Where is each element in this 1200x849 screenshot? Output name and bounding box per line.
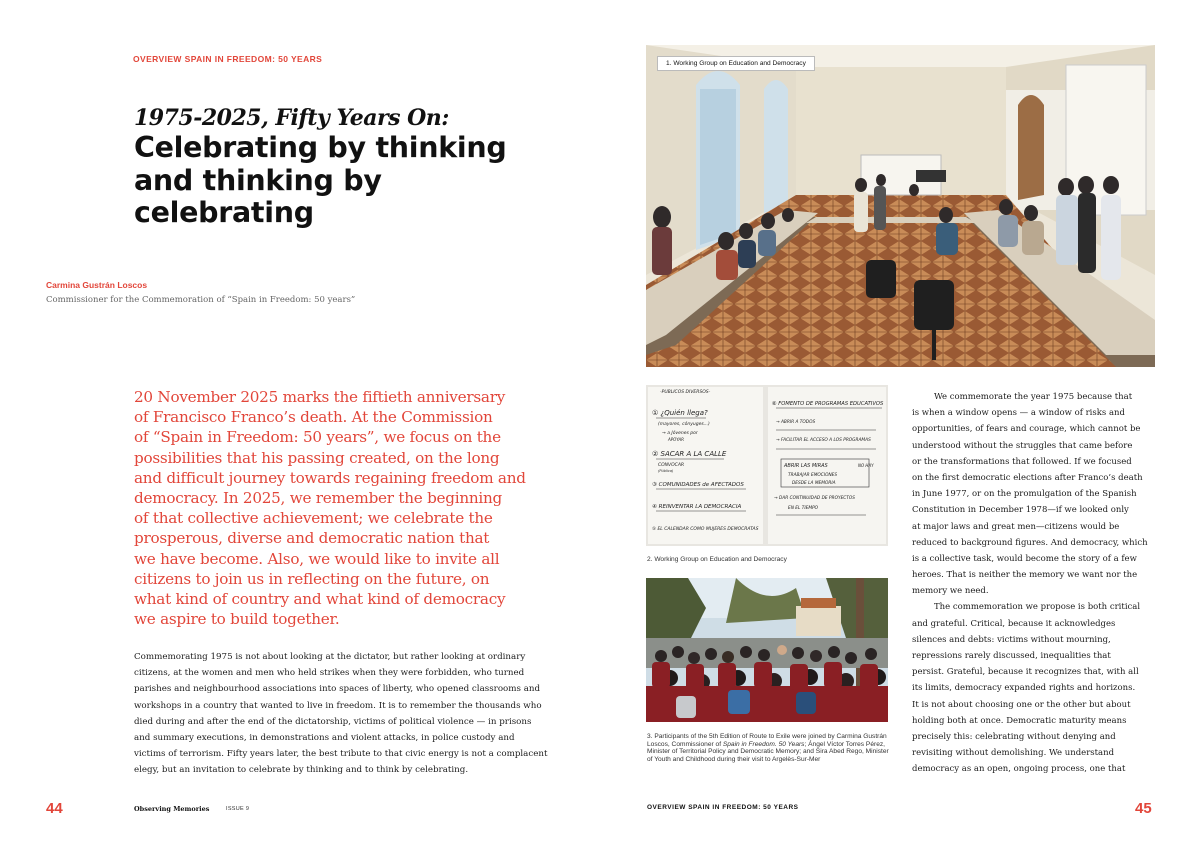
note-line: (Pública): [658, 469, 674, 473]
note-line: EN EL TIEMPO: [788, 506, 819, 511]
title-line: Celebrating by thinking: [134, 131, 507, 164]
lead-line: prosperous, diverse and democratic nation that: [134, 529, 490, 548]
body-line: is when a window opens — a window of risks and: [912, 408, 1125, 419]
section-tag-footer: OVERVIEW SPAIN IN FREEDOM: 50 YEARS: [647, 804, 799, 811]
lead-line: and difficult journey towards regaining freedom and: [134, 468, 526, 487]
body-line: citizens, at the women and men who held strikes when they were forbidden, who turned: [134, 668, 525, 679]
note-line: APOYAR: [668, 437, 684, 442]
body-line: is a collective task, would become the story of a few: [912, 553, 1137, 564]
note-line: → FACILITAR EL ACCESO A LOS PROGRAMAS: [776, 438, 871, 443]
note-line: TRABAJAR EMOCIONES: [788, 473, 838, 478]
body-text-right: [912, 389, 1155, 778]
body-line: parishes and neighbourhood associations into spaces of liberty, who opened classrooms and: [134, 684, 541, 695]
body-line: holding both at once. Democratic maturity means: [912, 715, 1127, 726]
body-line: reduced to background figures. And democracy, which: [912, 537, 1148, 548]
lead-line: of Francisco Franco’s death. At the Commission: [134, 408, 493, 427]
lead-line: of “Spain in Freedom: 50 years”, we focus on the: [134, 428, 501, 447]
body-line: and grateful. Critical, because it acknowledges: [912, 618, 1116, 629]
body-line: elegy, but an invitation to celebrate by thinking and to think by celebrating.: [134, 765, 469, 776]
body-line: died during and after the end of the dictatorship, victims of political violence — in prisons: [134, 716, 532, 727]
body-line: revisiting without demolishing. We understand: [912, 748, 1115, 759]
photo-label: 1. Working Group on Education and Democracy: [657, 56, 815, 71]
body-line: or the transformations that followed. If we focused: [912, 456, 1132, 467]
body-line: silences and debts: victims without mourning,: [912, 634, 1111, 645]
note-line: -PUBLICOS DIVERSOS-: [660, 390, 711, 395]
body-line: It is not about choosing one or the other but about: [912, 699, 1131, 710]
body-line: victims of terrorism. Fifty years later, the best tribute to that civic energy is not a complacent: [134, 749, 548, 760]
note-line: ② SACAR A LA CALLE: [652, 450, 727, 458]
body-line: workshops in a country that wanted to live in freedom. It is to remember the thousands who: [134, 700, 542, 711]
body-text-left: [134, 649, 554, 779]
caption-text: ; Ángel Víctor Torres Pérez, Minister of Territorial Policy and Democratic Memory; and Sira Abed Rego, Minister of Youth and Childhood during their visit to Argelès-Sur-Mer: [647, 740, 889, 763]
caption-italic: Spain in Freedom. 50 Years: [722, 740, 805, 748]
note-line: ⑥ FOMENTO DE PROGRAMAS EDUCATIVOS: [772, 401, 884, 407]
title-line: and thinking by: [134, 163, 382, 197]
issue-label: ISSUE 9: [226, 806, 250, 812]
caption-text: 3. Participants of the 5th Edition of Route to Exile were joined by Carmina Gustrán Loscos, Commissioner of: [647, 733, 887, 748]
body-line: democracy as an open, ongoing process, one that: [912, 764, 1126, 775]
body-line: Constitution in December 1978—if we looked only: [912, 505, 1129, 516]
body-line: precisely this: celebrating without denying and: [912, 731, 1116, 742]
body-line: its limits, democracy expanded rights and horizons.: [912, 683, 1136, 694]
body-line: on the first democratic elections after Franco’s death: [912, 472, 1143, 483]
body-line: We commemorate the year 1975 because that: [934, 392, 1133, 402]
body-line: The commemoration we propose is both critical: [934, 602, 1141, 613]
section-tag: OVERVIEW SPAIN IN FREEDOM: 50 YEARS: [133, 54, 323, 64]
photo-flipchart: [646, 385, 888, 546]
lead-line: we have become. Also, we would like to invite all: [134, 549, 500, 568]
body-line: opportunities, of fears and courage, which cannot be: [912, 424, 1141, 435]
note-line: (mayores, cónyuges...): [658, 422, 710, 427]
lead-line: citizens to join us in reflecting on the future, on: [134, 569, 490, 588]
flipchart-illustration: [646, 385, 888, 546]
note-line: ABRIR LAS MIRAS: [784, 463, 828, 469]
note-line: CONVOCAR: [658, 463, 685, 468]
note-line: NO HAY: [858, 463, 874, 468]
body-line: Commemorating 1975 is not about looking at the dictator, but rather looking at ordinary: [134, 652, 526, 662]
body-line: at major laws and great men—citizens would be: [912, 521, 1120, 532]
note-line: ③ COMUNIDADES de AFECTADOS: [652, 482, 744, 488]
page-number-right: 45: [1135, 800, 1152, 817]
body-line: and summary executions, in demonstrations and violent attacks, in police custody and: [134, 733, 515, 744]
note-line: ① ¿Quién llega?: [652, 409, 708, 417]
lead-line: possibilities that his passing created, on the long: [134, 448, 500, 467]
note-line: → a Jóvenes por: [662, 431, 698, 436]
magazine-name: Observing Memories: [134, 805, 210, 813]
note-line: ⑤ EL CALENDAR COMO MUJERES DEMOCRATAS: [652, 527, 759, 532]
lead-line: democracy. In 2025, we remember the beginning: [134, 489, 503, 508]
lead-line: of that collective achievement; we celebrate the: [134, 509, 493, 528]
author-role: Commissioner for the Commemoration of “Spain in Freedom: 50 years”: [46, 295, 356, 305]
group-photo-illustration: [646, 578, 888, 722]
photo-caption: 2. Working Group on Education and Democracy: [647, 556, 787, 563]
paragraph: [912, 389, 1155, 599]
note-line: ④ REINVENTAR LA DEMOCRACIA: [652, 504, 742, 510]
title-kicker: 1975-2025, Fifty Years On:: [134, 105, 449, 131]
lead-line: what kind of country and what kind of democracy: [134, 590, 506, 609]
note-line: → DAR CONTINUIDAD DE PROYECTOS: [774, 496, 856, 501]
paragraph: [912, 599, 1155, 777]
body-line: understood without the struggles that came before: [912, 440, 1133, 451]
photo-caption: [647, 733, 889, 763]
lead-paragraph: [134, 387, 554, 629]
photo-meeting-room: [646, 45, 1155, 367]
note-line: DESDE LA MEMORIA: [792, 481, 836, 486]
body-line: in June 1977, or on the promulgation of the Spanish: [912, 489, 1137, 500]
article-title: [134, 104, 564, 230]
lead-line: 20 November 2025 marks the fiftieth anniversary: [134, 388, 506, 406]
body-line: persist. Grateful, because it recognizes that, with all: [912, 667, 1139, 678]
title-line: celebrating: [134, 196, 314, 229]
note-line: → ABRIR A TODOS: [776, 420, 816, 425]
body-line: repressions rarely discussed, inequalities that: [912, 651, 1111, 661]
page-number-left: 44: [46, 800, 63, 817]
author-name: Carmina Gustrán Loscos: [46, 280, 148, 290]
meeting-room-illustration: [646, 45, 1155, 367]
body-line: memory we need.: [912, 586, 989, 597]
lead-line: we aspire to build together.: [134, 610, 340, 629]
body-line: heroes. That is neither the memory we want nor the: [912, 570, 1138, 581]
photo-group-outdoors: [646, 578, 888, 722]
